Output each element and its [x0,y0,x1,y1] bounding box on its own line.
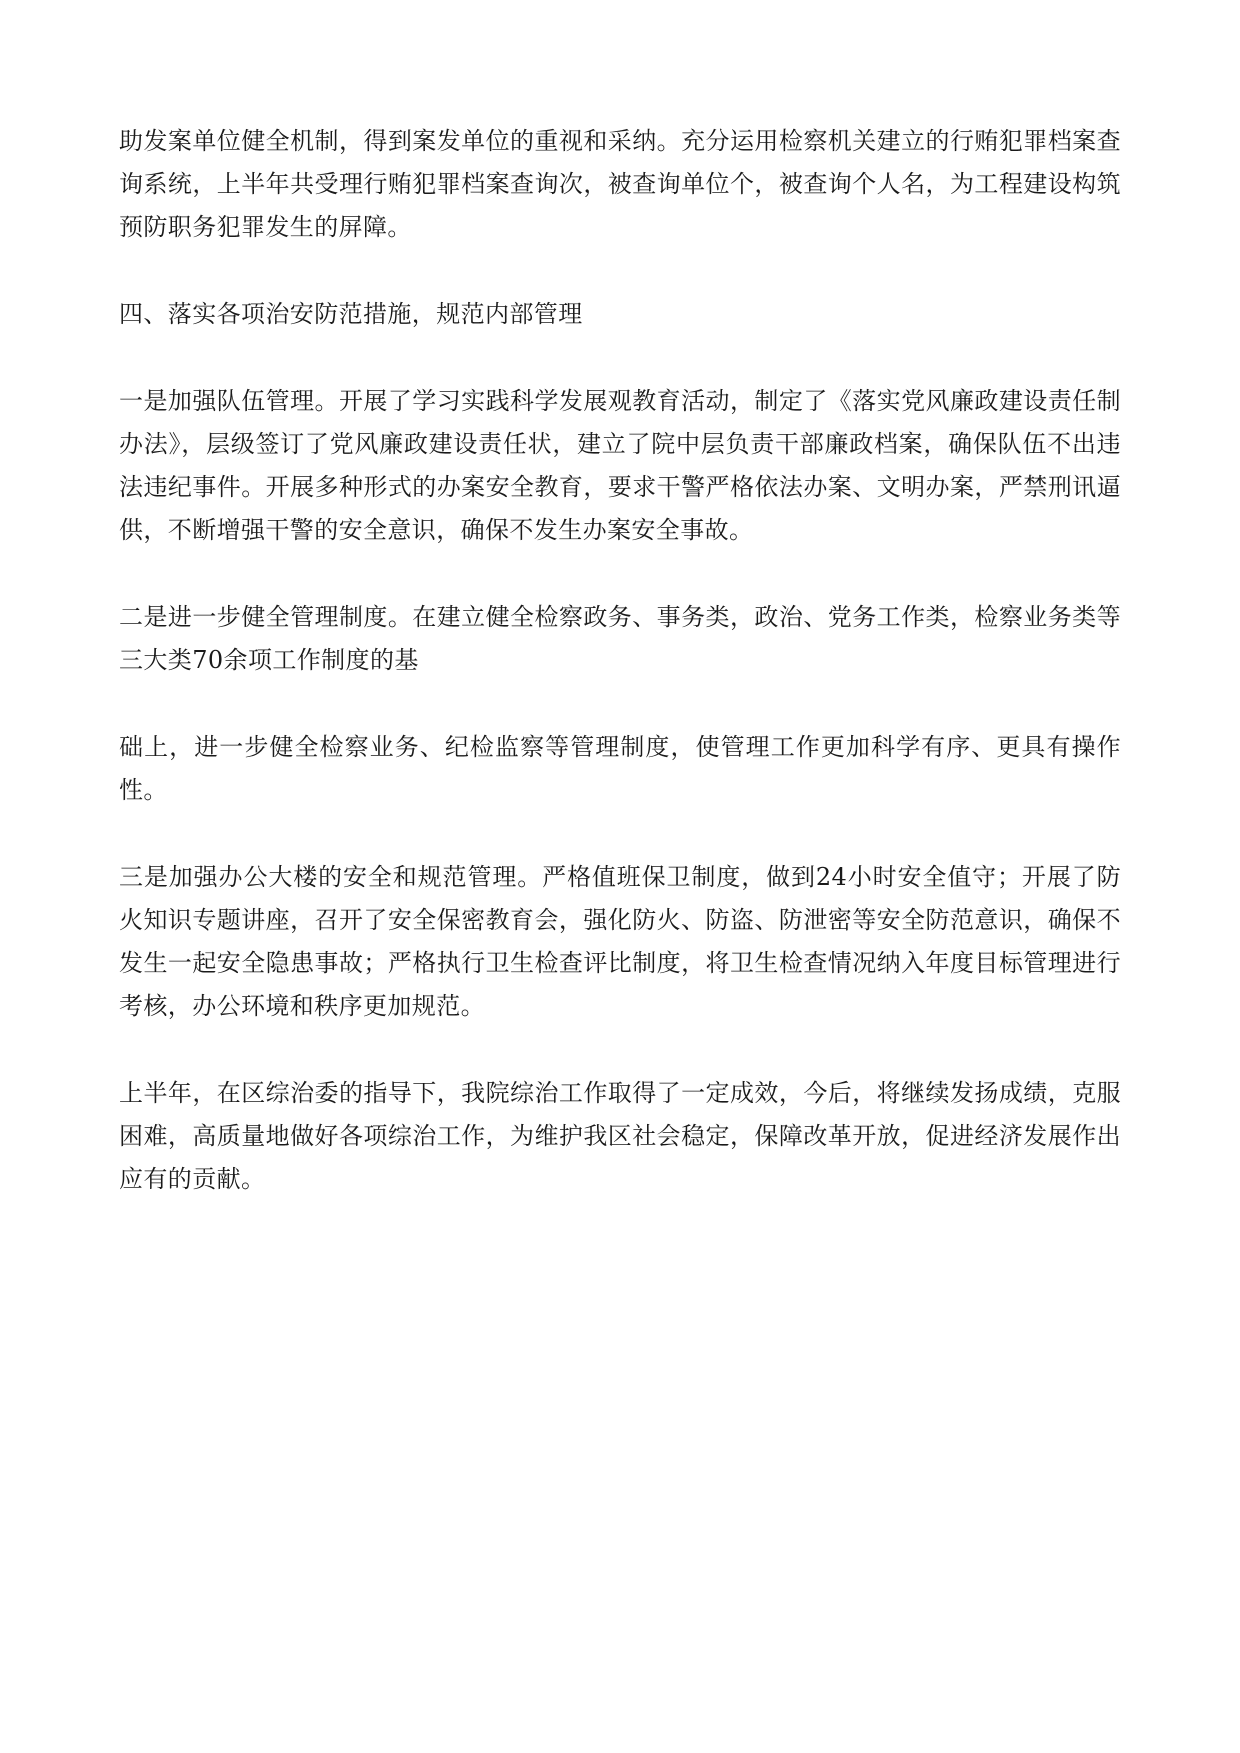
paragraph-office-building-security: 三是加强办公大楼的安全和规范管理。严格值班保卫制度，做到24小时安全值守；开展了防火知识专题讲座，召开了安全保密教育会，强化防火、防盗、防泄密等安全防范意识，确保不发生一起安全隐患事故；严格执行卫生检查评比制度，将卫生检查情况纳入年度目标管理进行考核，办公环境和秩序更加规范。 [119,863,1121,1020]
paragraph-management-system: 二是进一步健全管理制度。在建立健全检察政务、事务类，政治、党务工作类，检察业务类等三大类70余项工作制度的基 [119,603,1121,674]
paragraph-prevention-archive: 助发案单位健全机制，得到案发单位的重视和采纳。充分运用检察机关建立的行贿犯罪档案查询系统，上半年共受理行贿犯罪档案查询次，被查询单位个，被查询个人名，为工程建设构筑预防职务犯罪发生的屏障。 [119,127,1121,241]
paragraph-management-system-continued: 础上，进一步健全检察业务、纪检监察等管理制度，使管理工作更加科学有序、更具有操作性。 [119,733,1121,804]
paragraph-conclusion: 上半年，在区综治委的指导下，我院综治工作取得了一定成效，今后，将继续发扬成绩，克服困难，高质量地做好各项综治工作，为维护我区社会稳定，保障改革开放，促进经济发展作出应有的贡献。 [119,1079,1121,1193]
document-body [119,120,1121,1201]
paragraph-team-management: 一是加强队伍管理。开展了学习实践科学发展观教育活动，制定了《落实党风廉政建设责任制办法》，层级签订了党风廉政建设责任状，建立了院中层负责干部廉政档案，确保队伍不出违法违纪事件。开展多种形式的办案安全教育，要求干警严格依法办案、文明办案，严禁刑讯逼供，不断增强干警的安全意识，确保不发生办案安全事故。 [119,387,1121,544]
section-heading-four: 四、落实各项治安防范措施，规范内部管理 [119,300,583,328]
